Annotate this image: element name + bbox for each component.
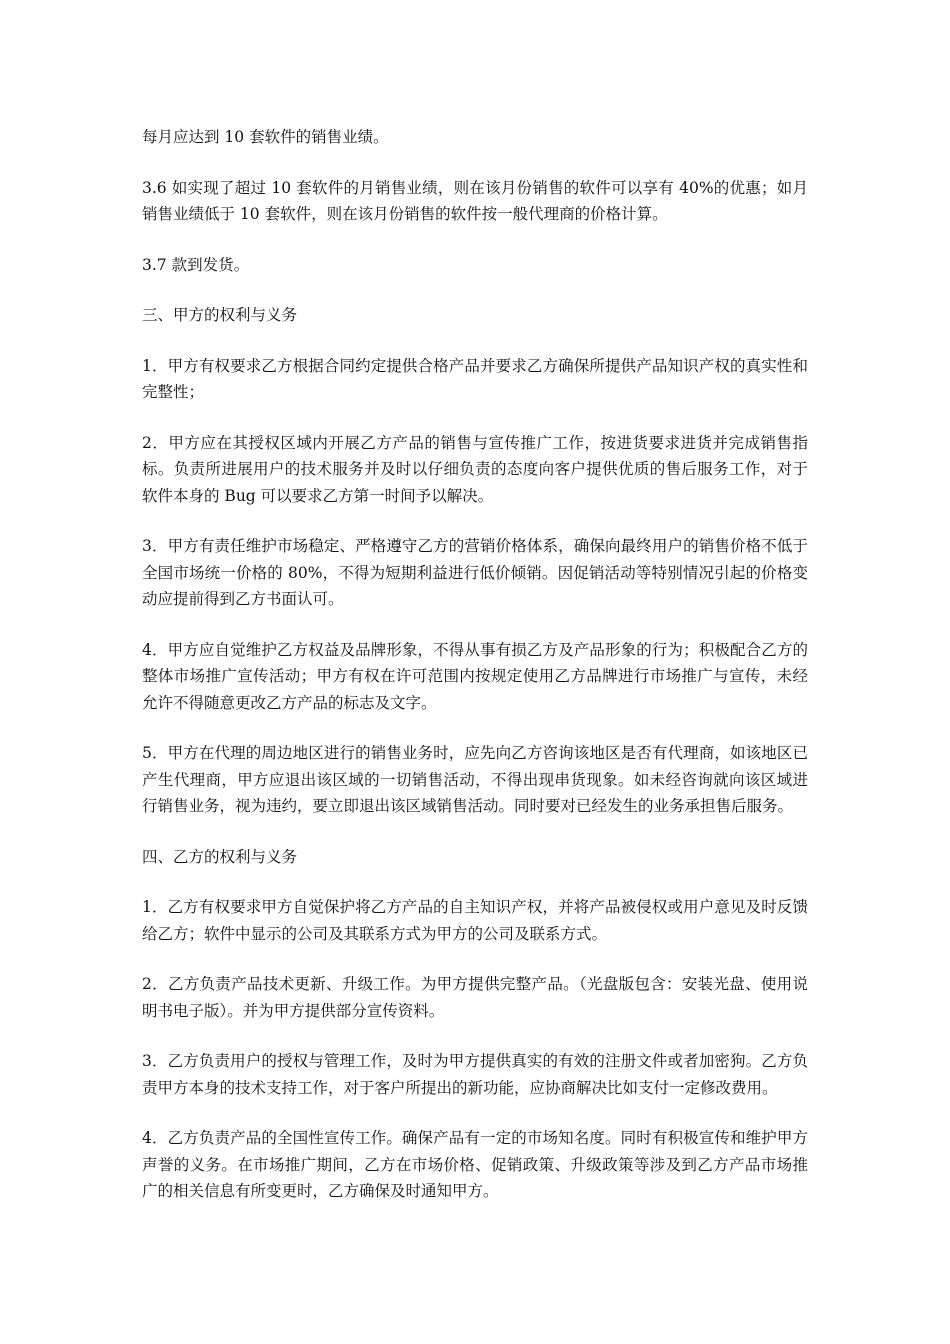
paragraph-party-a-item-2: 2．甲方应在其授权区域内开展乙方产品的销售与宣传推广工作，按进货要求进货并完成销售指标。负责所进展用户的技术服务并及时以仔细负责的态度向客户提供优质的售后服务工作，对于软件本身的 Bug 可以要求乙方第一时间予以解决。	[142, 433, 808, 505]
paragraph-party-b-item-4: 4．乙方负责产品的全国性宣传工作。确保产品有一定的市场知名度。同时有积极宣传和维护甲方声誉的义务。在市场推广期间，乙方在市场价格、促销政策、升级政策等涉及到乙方产品市场推广的相关信息有所变更时，乙方确保及时通知甲方。	[142, 1129, 808, 1200]
paragraph-clause-3-6: 3.6 如实现了超过 10 套软件的月销售业绩，则在该月份销售的软件可以享有 40%的优惠；如月销售业绩低于 10 套软件，则在该月份销售的软件按一般代理商的价格计算。	[142, 178, 808, 223]
paragraph-party-b-item-3: 3．乙方负责用户的授权与管理工作，及时为甲方提供真实的有效的注册文件或者加密狗。乙方负责甲方本身的技术支持工作，对于客户所提出的新功能，应协商解决比如支付一定修改费用。	[142, 1052, 808, 1097]
paragraph-party-b-item-1: 1．乙方有权要求甲方自觉保护将乙方产品的自主知识产权，并将产品被侵权或用户意见及时反馈给乙方；软件中显示的公司及其联系方式为甲方的公司及联系方式。	[142, 898, 808, 943]
paragraph-party-a-item-1: 1．甲方有权要求乙方根据合同约定提供合格产品并要求乙方确保所提供产品知识产权的真实性和完整性；	[142, 356, 808, 401]
paragraph-party-a-item-5: 5．甲方在代理的周边地区进行的销售业务时，应先向乙方咨询该地区是否有代理商，如该地区已产生代理商，甲方应退出该区域的一切销售活动，不得出现串货现象。如未经咨询就向该区域进行销售业务，视为违约，要立即退出该区域销售活动。同时要对已经发生的业务承担售后服务。	[142, 744, 808, 815]
paragraph-sales-target: 每月应达到 10 套软件的销售业绩。	[142, 128, 389, 146]
paragraph-clause-3-7: 3.7 款到发货。	[142, 255, 250, 274]
section-heading-party-a: 三、甲方的权利与义务	[142, 306, 298, 324]
paragraph-party-a-item-4: 4．甲方应自觉维护乙方权益及品牌形象，不得从事有损乙方及产品形象的行为；积极配合乙方的整体市场推广宣传活动；甲方有权在许可范围内按规定使用乙方品牌进行市场推广与宣传，未经允许不得随意更改乙方产品的标志及文字。	[142, 640, 808, 712]
paragraph-party-b-item-2: 2．乙方负责产品技术更新、升级工作。为甲方提供完整产品。（光盘版包含：安装光盘、使用说明书电子版）。并为甲方提供部分宣传资料。	[142, 975, 808, 1020]
document-body	[142, 124, 808, 1229]
section-heading-party-b: 四、乙方的权利与义务	[142, 847, 298, 866]
paragraph-party-a-item-3: 3．甲方有责任维护市场稳定、严格遵守乙方的营销价格体系，确保向最终用户的销售价格不低于全国市场统一价格的 80%，不得为短期利益进行低价倾销。因促销活动等特别情况引起的价格变动应提前得到乙方书面认可。	[142, 537, 808, 608]
